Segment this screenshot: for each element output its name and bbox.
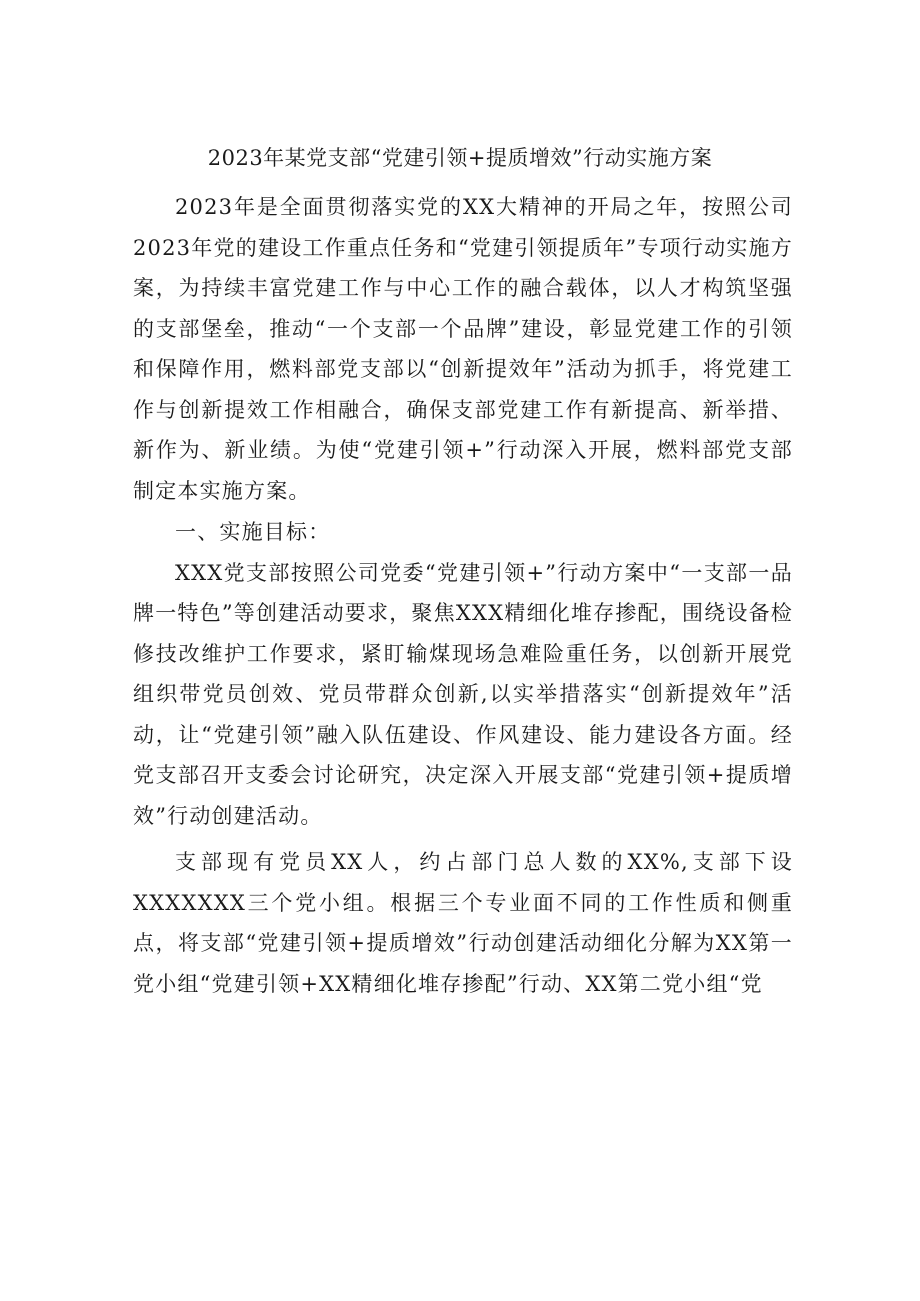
- goals-paragraph: XXX党支部按照公司党委“党建引领+”行动方案中“一支部一品牌一特色”等创建活动要求，聚焦XXX精细化堆存掺配，围绕设备检修技改维护工作要求，紧盯输煤现场急难险重任务，以创新开展党组织带党员创效、党员带群众创新,以实举措落实“创新提效年”活动，让“党建引领”融入队伍建设、作风建设、能力建设各方面。经党支部召开支委会讨论研究，决定深入开展支部“党建引领+提质增效”行动创建活动。: [133, 560, 793, 828]
- section-heading-goals: 一、实施目标：: [175, 520, 331, 544]
- intro-paragraph: 2023年是全面贯彻落实党的XX大精神的开局之年，按照公司2023年党的建设工作重点任务和“党建引领提质年”专项行动实施方案，为持续丰富党建工作与中心工作的融合载体，以人才构筑坚强的支部堡垒，推动“一个支部一个品牌”建设，彰显党建工作的引领和保障作用，燃料部党支部以“创新提效年”活动为抓手，将党建工作与创新提效工作相融合，确保支部党建工作有新提高、新举措、新作为、新业绩。为使“党建引领+”行动深入开展，燃料部党支部制定本实施方案。: [133, 195, 793, 503]
- document-title: 2023年某党支部“党建引领+提质增效”行动实施方案: [207, 146, 713, 170]
- members-paragraph: 支部现有党员XX人，约占部门总人数的XX%,支部下设XXXXXXX三个党小组。根据三个专业面不同的工作性质和侧重点，将支部“党建引领+提质增效”行动创建活动细化分解为XX第一党小组“党建引领+XX精细化堆存掺配”行动、XX第二党小组“党: [133, 850, 793, 996]
- document-body: [133, 187, 793, 1004]
